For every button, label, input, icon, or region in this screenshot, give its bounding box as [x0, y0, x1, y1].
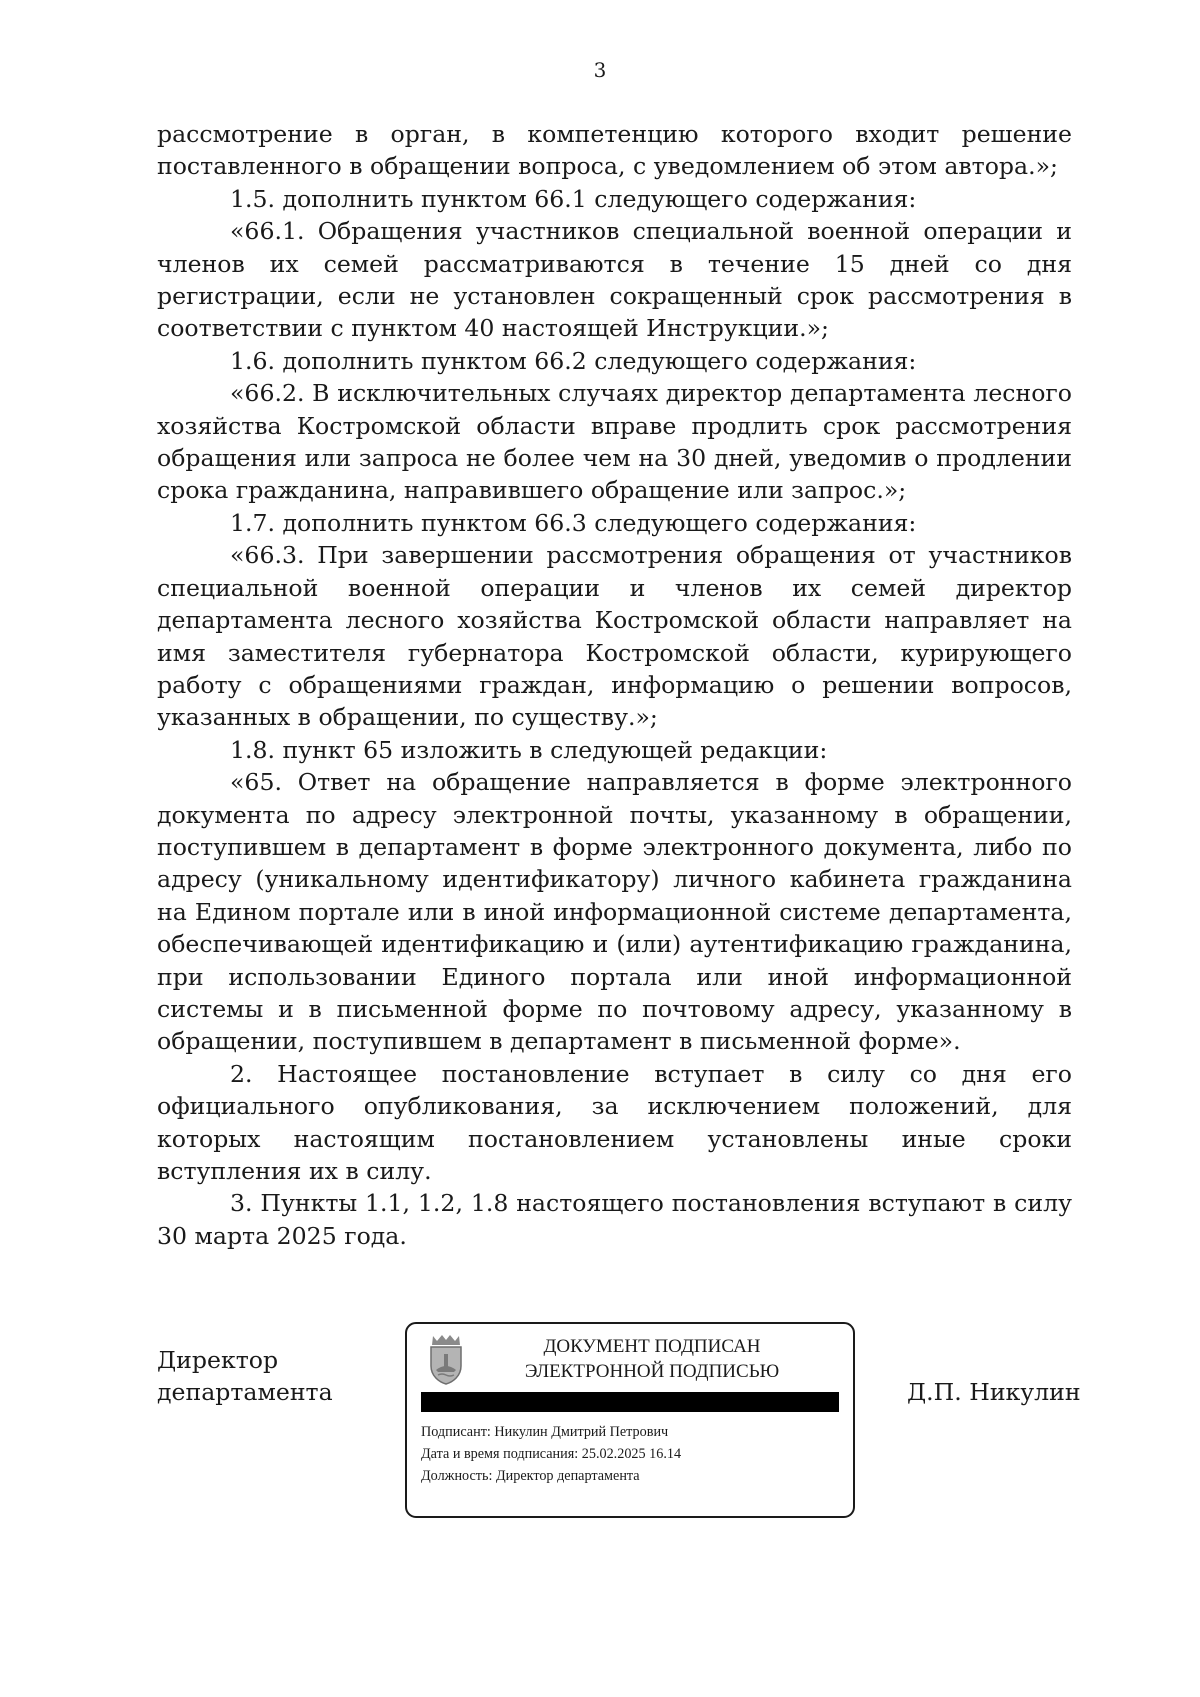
paragraph: 1.6. дополнить пунктом 66.2 следующего содержания:: [230, 346, 917, 375]
kostroma-coat-of-arms-icon: [425, 1332, 467, 1386]
paragraph: 1.8. пункт 65 изложить в следующей редакции:: [230, 735, 828, 764]
stamp-signer: Подписант: Никулин Дмитрий Петрович: [421, 1424, 669, 1440]
signatory-position-line: Директор: [157, 1346, 279, 1374]
paragraph: 2. Настоящее постановление вступает в силу со дня его официального опубликования, за исключением положений, для которых настоящим постановлением установлены иные сроки вступления их в силу.: [157, 1059, 1072, 1185]
paragraph: 1.5. дополнить пунктом 66.1 следующего содержания:: [230, 184, 917, 213]
stamp-title: [487, 1334, 817, 1384]
stamp-details: [421, 1421, 681, 1487]
paragraph: «66.1. Обращения участников специальной военной операции и членов их семей рассматриваются в течение 15 дней со дня регистрации, если не установлен сокращенный срок рассмотрения в соответствии с пунктом 40 настоящей Инструкции.»;: [157, 217, 1072, 343]
stamp-title-line: ЭЛЕКТРОННОЙ ПОДПИСЬЮ: [524, 1361, 780, 1382]
paragraph: «66.2. В исключительных случаях директор департамента лесного хозяйства Костромской области вправе продлить срок рассмотрения обращения или запроса не более чем на 30 дней, уведомив о продлении срока гражданина, направившего обращение или запрос.»;: [157, 379, 1072, 505]
stamp-position: Должность: Директор департамента: [421, 1468, 640, 1484]
paragraph: 3. Пункты 1.1, 1.2, 1.8 настоящего постановления вступают в силу 30 марта 2025 года.: [157, 1189, 1072, 1250]
stamp-datetime: Дата и время подписания: 25.02.2025 16.14: [421, 1446, 682, 1462]
paragraph: 1.7. дополнить пунктом 66.3 следующего содержания:: [230, 508, 917, 537]
document-body: [157, 118, 1072, 1252]
signatory-position: [157, 1344, 333, 1409]
signatory-position-line: департамента: [157, 1378, 333, 1407]
electronic-signature-stamp: [405, 1322, 855, 1518]
certificate-redaction-bar: [421, 1392, 839, 1412]
paragraph: «66.3. При завершении рассмотрения обращения от участников специальной военной операции и членов их семей директор департамента лесного хозяйства Костромской области направляет на имя заместителя губернатора Костромской области, курирующего работу с обращениями граждан, информацию о решении вопросов, указанных в обращении, по существу.»;: [157, 541, 1072, 732]
stamp-title-line: ДОКУМЕНТ ПОДПИСАН: [543, 1336, 761, 1357]
paragraph: «65. Ответ на обращение направляется в форме электронного документа по адресу электронной почты, указанному в обращении, поступившем в департамент в форме электронного документа, либо по адресу (уникальному идентификатору) личного кабинета гражданина на Едином портале или в иной информационной системе департамента, обеспечивающей идентификацию и (или) аутентификацию гражданина, при использовании Единого портала или иной информационной системы и в письменной форме по почтовому адресу, указанному в обращении, поступившем в департамент в письменной форме».: [157, 768, 1072, 1056]
paragraph: рассмотрение в орган, в компетенцию которого входит решение поставленного в обращении вопроса, с уведомлением об этом автора.»;: [157, 120, 1072, 181]
page-number: 3: [593, 58, 607, 82]
signatory-name: Д.П. Никулин: [907, 1378, 1081, 1406]
